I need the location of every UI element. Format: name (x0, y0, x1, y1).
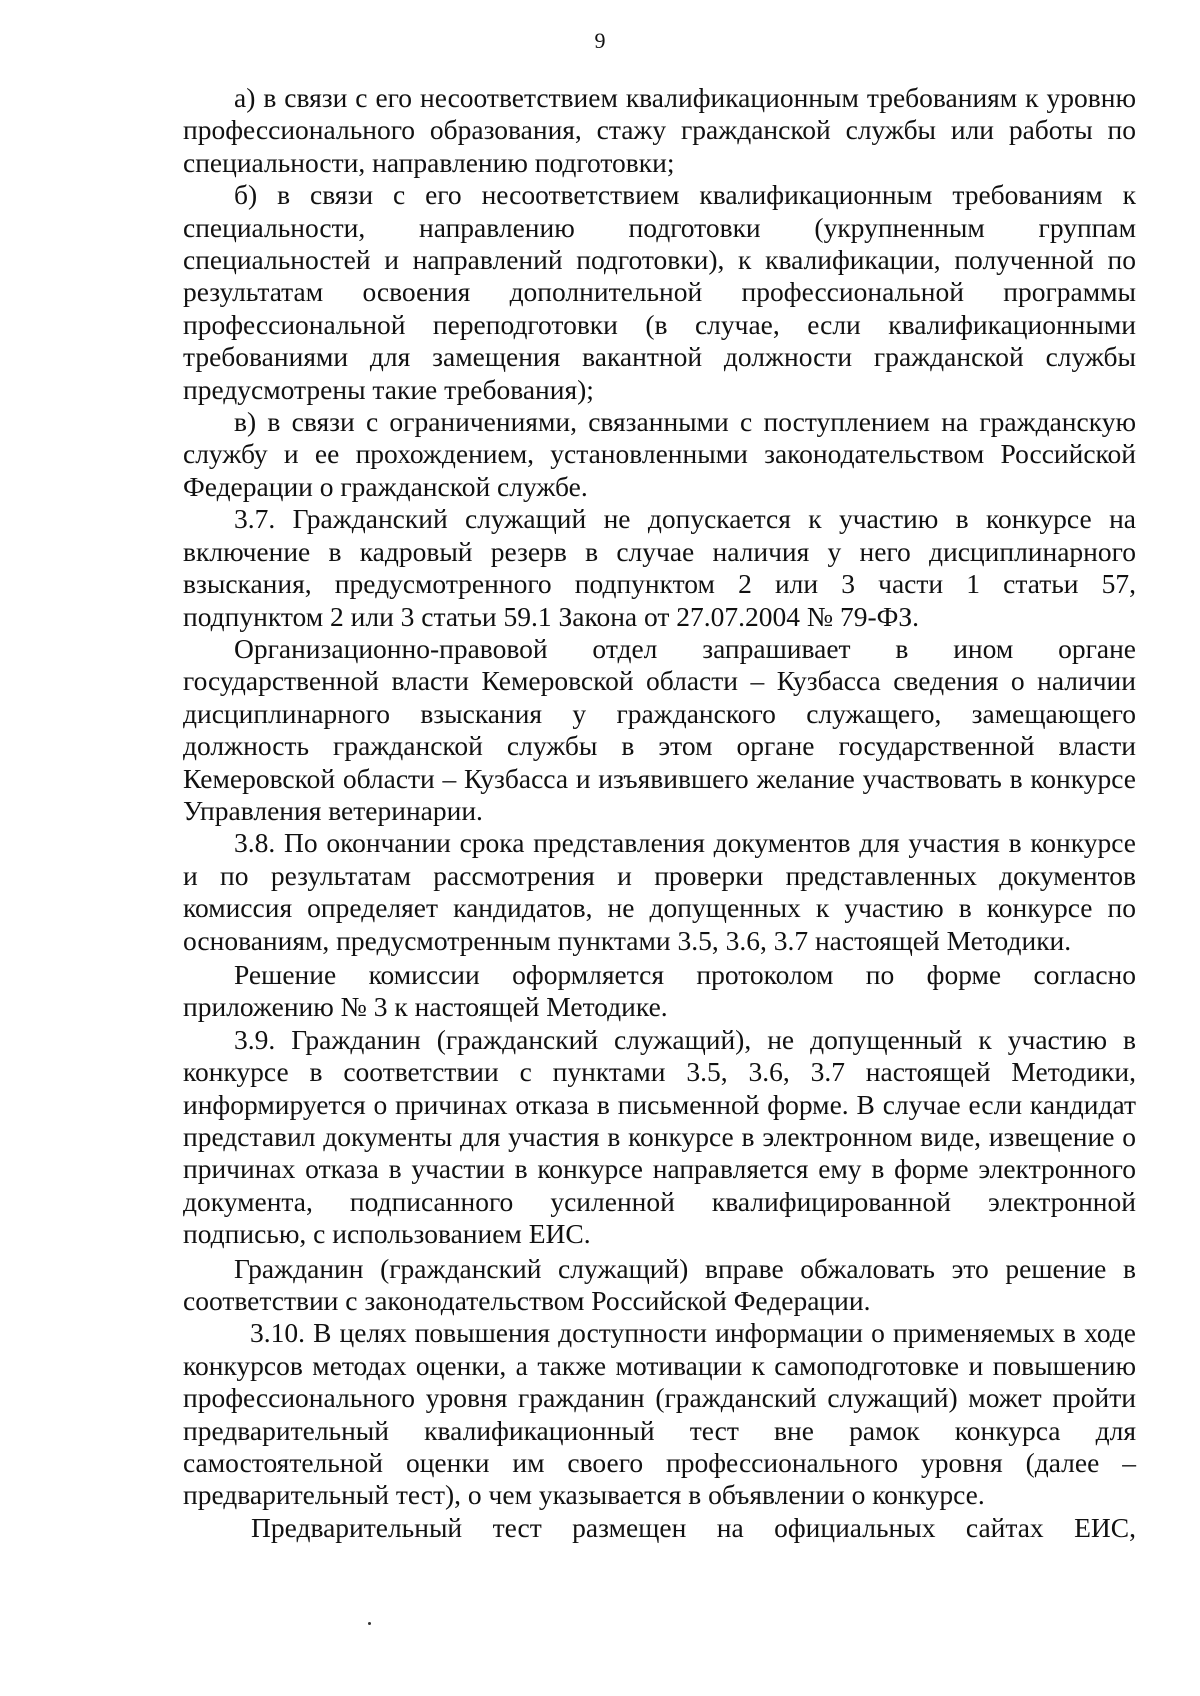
paragraph-appeal: Гражданин (гражданский служащий) вправе обжаловать это решение в соответствии с законодательством Российской Федерации. (183, 1252, 1136, 1317)
paragraph-preliminary-test: Предварительный тест размещен на официальных сайтах ЕИС, (251, 1511, 1136, 1543)
paragraph-3-9: 3.9. Гражданин (гражданский служащий), не допущенный к участию в конкурсе в соответствии с пунктами 3.5, 3.6, 3.7 настоящей Методики, информируется о причинах отказа в письменной форме. В случае если кандидат представил документы для участия в конкурсе в электронном виде, извещение о причинах отказа в участии в конкурсе направляется ему в форме электронного документа, подписанного усиленной квалифицированной электронной подписью, с использованием ЕИС. (183, 1023, 1136, 1250)
paragraph-commission-decision: Решение комиссии оформляется протоколом по форме согласно приложению № 3 к настоящей Методике. (183, 958, 1136, 1023)
paragraph-3-10: 3.10. В целях повышения доступности информации о применяемых в ходе конкурсов методах оценки, а также мотивации к самоподготовке и повышению профессионального уровня гражданин (гражданский служащий) может пройти предварительный квалификационный тест вне рамок конкурса для самостоятельной оценки им своего профессионального уровня (далее – предварительный тест), о чем указывается в объявлении о конкурсе. (183, 1317, 1136, 1511)
scan-speck (368, 1622, 371, 1625)
paragraph-3-8: 3.8. По окончании срока представления документов для участия в конкурсе и по результатам рассмотрения и проверки представленных документов комиссия определяет кандидатов, не допущенных к участию в конкурсе по основаниям, предусмотренным пунктами 3.5, 3.6, 3.7 настоящей Методики. (183, 827, 1136, 956)
paragraph-v: в) в связи с ограничениями, связанными с поступлением на гражданскую службу и ее прохождением, установленными законодательством Российской Федерации о гражданской службе. (183, 406, 1136, 502)
paragraph-3-7: 3.7. Гражданский служащий не допускается к участию в конкурсе на включение в кадровый резерв в случае наличия у него дисциплинарного взыскания, предусмотренного подпунктом 2 или 3 части 1 статьи 57, подпунктом 2 или 3 статьи 59.1 Закона от 27.07.2004 № 79-ФЗ. (183, 503, 1136, 632)
document-body (183, 82, 1136, 1544)
paragraph-a: а) в связи с его несоответствием квалификационным требованиям к уровню профессионального образования, стажу гражданской службы или работы по специальности, направлению подготовки; (183, 82, 1136, 178)
page-number: 9 (594, 28, 606, 53)
paragraph-org-legal-dept: Организационно-правовой отдел запрашивает в ином органе государственной власти Кемеровской области – Кузбасса сведения о наличии дисциплинарного взыскания у гражданского служащего, замещающего должность гражданской службы в этом органе государственной власти Кемеровской области – Кузбасса и изъявившего желание участвовать в конкурсе Управления ветеринарии. (183, 632, 1136, 826)
paragraph-b: б) в связи с его несоответствием квалификационным требованиям к специальности, направлению подготовки (укрупненным группам специальностей и направлений подготовки), к квалификации, полученной по результатам освоения дополнительной профессиональной программы профессиональной переподготовки (в случае, если квалификационными требованиями для замещения вакантной должности гражданской службы предусмотрены такие требования); (183, 179, 1136, 405)
